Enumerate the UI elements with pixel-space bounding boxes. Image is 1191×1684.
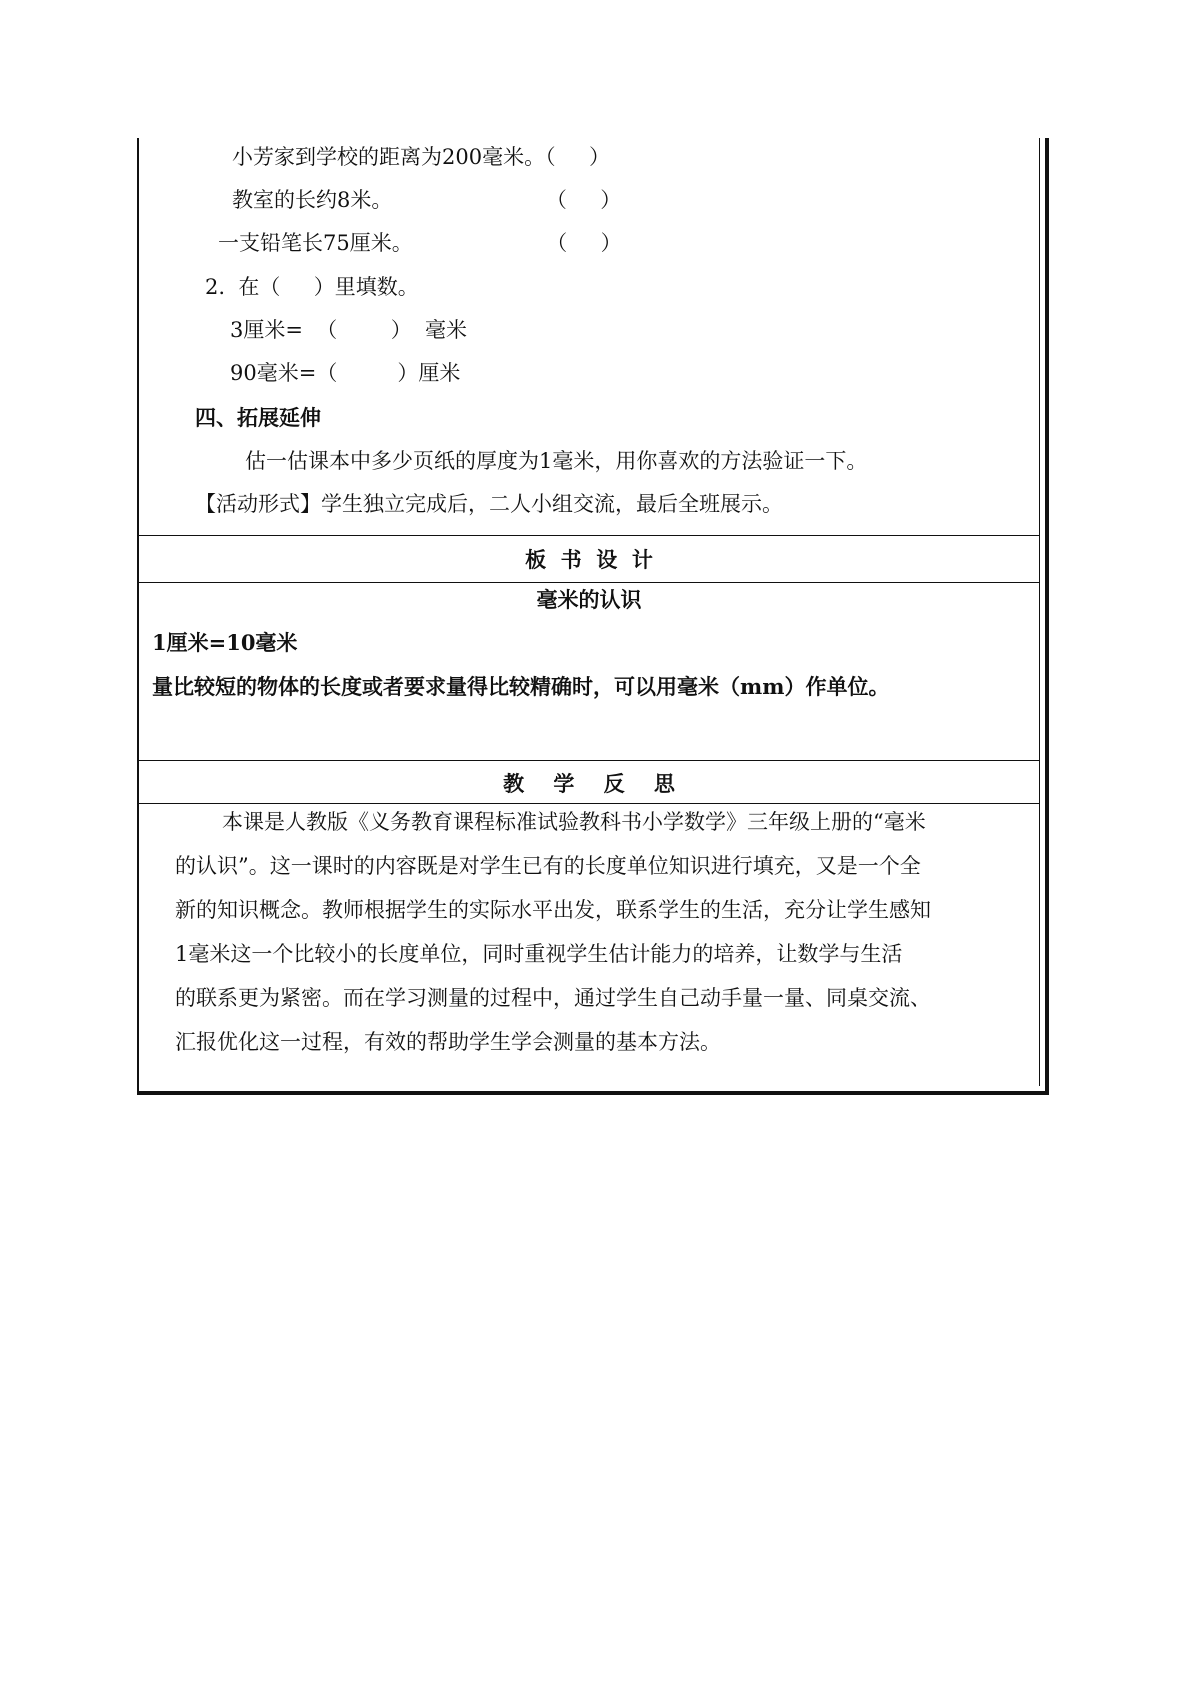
practice-line-4: 2. 在（ ）里填数。 — [205, 275, 419, 299]
board-line-1: 1厘米=10毫米 — [152, 630, 298, 655]
reflection-line-1: 本课是人教版《义务教育课程标准试验教科书小学数学》三年级上册的“毫米 — [222, 810, 926, 834]
practice-line-1: 小芳家到学校的距离为200毫米。（ ） — [232, 145, 610, 169]
divider — [139, 760, 1039, 761]
reflection-line-2: 的认识”。这一课时的内容既是对学生已有的长度单位知识进行填充，又是一个全 — [175, 854, 921, 878]
divider — [139, 535, 1039, 536]
board-line-2: 量比较短的物体的长度或者要求量得比较精确时，可以用毫米（mm）作单位。 — [152, 674, 890, 699]
practice-line-3: 一支铅笔长75厘米。 （ ） — [218, 231, 622, 255]
reflection-line-4: 1毫米这一个比较小的长度单位，同时重视学生估计能力的培养，让数学与生活 — [175, 942, 903, 966]
divider — [139, 803, 1039, 804]
reflection-line-5: 的联系更为紧密。而在学习测量的过程中，通过学生自己动手量一量、同桌交流、 — [175, 986, 931, 1010]
activity-form: 【活动形式】学生独立完成后，二人小组交流，最后全班展示。 — [195, 492, 783, 516]
divider — [139, 582, 1039, 583]
practice-line-2: 教室的长约8米。 （ ） — [232, 188, 622, 212]
reflection-header: 教 学 反 思 — [503, 771, 675, 796]
practice-line-6: 90毫米=（ ）厘米 — [230, 361, 461, 385]
table-inner-border — [1039, 138, 1040, 1086]
board-title: 毫米的认识 — [536, 587, 642, 612]
extension-task: 估一估课本中多少页纸的厚度为1毫米，用你喜欢的方法验证一下。 — [245, 449, 868, 473]
reflection-line-3: 新的知识概念。教师根据学生的实际水平出发，联系学生的生活，充分让学生感知 — [175, 898, 931, 922]
practice-line-5: 3厘米= （ ） 毫米 — [230, 318, 468, 342]
reflection-line-6: 汇报优化这一过程，有效的帮助学生学会测量的基本方法。 — [175, 1030, 721, 1054]
extension-heading: 四、拓展延伸 — [195, 405, 321, 430]
board-header: 板 书 设 计 — [525, 547, 653, 572]
